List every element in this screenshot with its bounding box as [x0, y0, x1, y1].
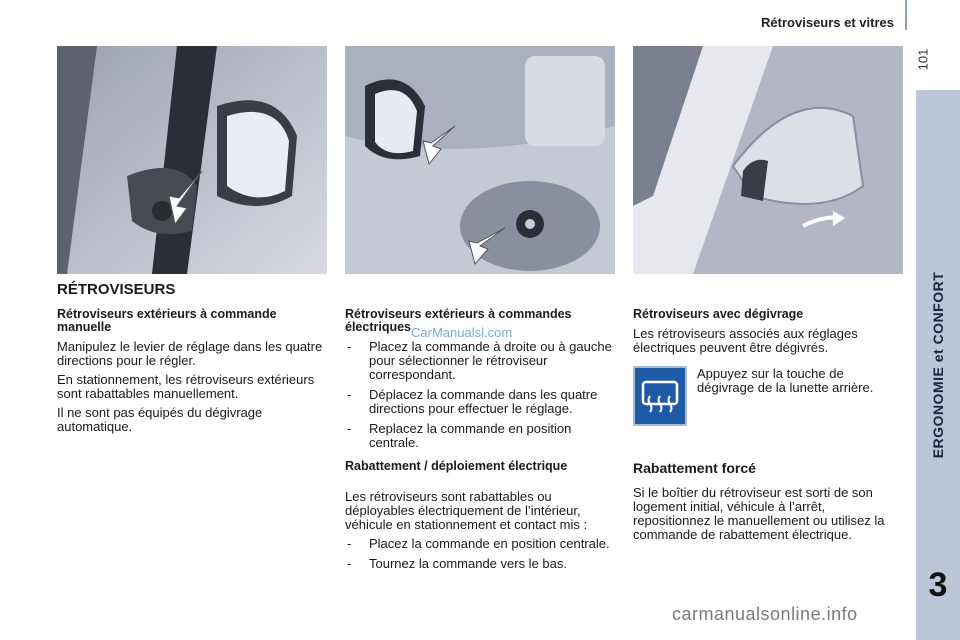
- watermark-footer: carmanualsonline.info: [672, 604, 858, 624]
- manual-mirror-text-2: En stationnement, les rétroviseurs extérieurs sont rabattables manuellement.: [57, 372, 315, 401]
- defrost-instruction: Appuyez sur la touche de dégivrage de la lunette arrière.: [697, 366, 874, 395]
- heated-mirror-heading: Rétroviseurs avec dégivrage: [633, 307, 804, 321]
- folding-text: Les rétroviseurs sont rabattables ou déployables électriquement de l’intérieur, véhicule en stationnement et contact mis :: [345, 489, 588, 532]
- manual-mirror-text-3: Il ne sont pas équipés du dégivrage automatique.: [57, 405, 263, 434]
- forced-folding-text: Si le boîtier du rétroviseur est sorti de son logement initial, véhicule à l’arrêt, repositionnez le manuellement ou utilisez la commande de rabattement électrique.: [633, 485, 885, 542]
- heated-mirror-text: Les rétroviseurs associés aux réglages électriques peuvent être dégivrés.: [633, 326, 858, 355]
- electric-mirror-heading: Rétroviseurs extérieurs à commandes électriques: [345, 307, 572, 334]
- watermark-small: CarManualsl.com: [411, 325, 513, 340]
- folding-column: [345, 490, 617, 577]
- page-header-title: Rétroviseurs et vitres: [761, 15, 894, 30]
- header-divider: [905, 0, 907, 30]
- forced-folding-title: Rabattement forcé: [633, 460, 756, 476]
- manual-mirror-photo: [57, 46, 327, 274]
- folding-heading: Rabattement / déploiement électrique: [345, 459, 568, 473]
- manual-mirror-heading: Rétroviseurs extérieurs à commande manuelle: [57, 307, 277, 334]
- list-item: - Placez la commande en position centrale.: [345, 537, 617, 551]
- list-item: - Replacez la commande en position centrale.: [345, 422, 617, 450]
- section-title: RÉTROVISEURS: [57, 281, 176, 298]
- chapter-label: ERGONOMIE et CONFORT: [930, 271, 946, 459]
- heated-mirror-photo: [633, 46, 903, 274]
- rear-defrost-icon: [633, 366, 687, 426]
- page-number: 101: [915, 48, 931, 71]
- heated-mirror-column: [633, 308, 903, 360]
- electric-mirror-photo: [345, 46, 615, 274]
- list-item: - Tournez la commande vers le bas.: [345, 557, 617, 571]
- list-item: - Placez la commande à droite ou à gauche pour sélectionner le rétroviseur correspondant.: [345, 340, 617, 382]
- manual-mirror-text-1: Manipulez le levier de réglage dans les quatre directions pour le régler.: [57, 339, 323, 368]
- manual-mirror-column: [57, 308, 327, 439]
- chapter-number: 3: [928, 566, 948, 604]
- list-item: - Déplacez la commande dans les quatre directions pour effectuer le réglage.: [345, 388, 617, 416]
